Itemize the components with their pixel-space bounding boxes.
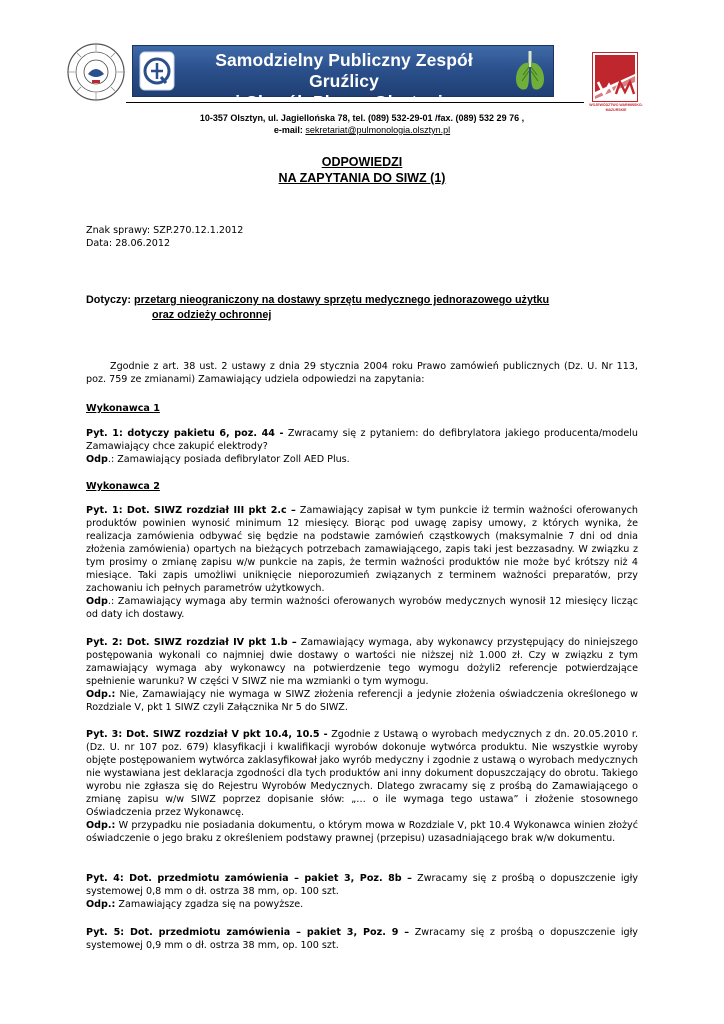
question-text: Zamawiający wymaga, aby wykonawcy przystępujący do niniejszego postępowania wykonali co najmniej dwie dostawy o wartości nie niższej niż 1.000 zł. Czy w związku z tym zamawiający wymaga aby wykonawcy na potwierdzenie tego wymogu dożyli2 referencje potwierdzające spełnienie warunku? W części V SIWZ nie ma wzmianki o tym wymogu. xyxy=(86,637,638,687)
institution-banner xyxy=(132,45,554,112)
address-line: 10-357 Olsztyn, ul. Jagiellońska 78, tel. (089) 532-29-01 /fax. (089) 532 29 76 , xyxy=(199,113,525,123)
qa-item xyxy=(86,427,638,466)
subject-line-1: przetarg nieograniczony na dostawy sprzętu medycznego jednorazowego użytku xyxy=(134,294,550,306)
email-label: e-mail: xyxy=(273,125,303,135)
document-title-line-2: NA ZAPYTANIA DO SIWZ (1) xyxy=(278,171,446,185)
question-label: Pyt. 4: Dot. przedmiotu zamówienia – pakiet 3, Poz. 8b – xyxy=(86,873,412,884)
subject-line-2: oraz odzieży ochronnej xyxy=(152,309,272,321)
qa-item xyxy=(86,872,638,911)
email-line xyxy=(100,124,624,136)
answer-label: Odp.: xyxy=(86,689,116,700)
question-text: Zwracamy się z prośbą o dopuszczenie igły systemowej 0,9 mm o dł. ostrza 38 mm, op. 100 szt. xyxy=(86,927,638,951)
answer-label: Odp xyxy=(86,596,108,607)
quality-certificate-seal-icon xyxy=(66,40,126,104)
question-text: Zwracamy się z prośbą o dopuszczenie igły systemowej 0,8 mm o dł. ostrza 38 mm, op. 100 szt. xyxy=(86,873,638,897)
answer-label: Odp.: xyxy=(86,820,116,831)
question-label: Pyt. 2: Dot. SIWZ rozdział IV pkt 1.b – xyxy=(86,637,297,648)
email-link[interactable]: sekretariat@pulmonologia.olsztyn.pl xyxy=(305,125,451,135)
case-number: Znak sprawy: SZP.270.12.1.2012 xyxy=(86,225,244,236)
document-title-line-1: ODPOWIEDZI xyxy=(321,155,403,169)
answer-text: W przypadku nie posiadania dokumentu, o którym mowa w Rozdziale V, pkt 10.4 Wykonawca winien złożyć oświadczenie o jego braku z określeniem podstawy prawnej (przepisu) uzasadniającego brak w/w dokumentu. xyxy=(86,820,638,844)
address-block xyxy=(100,112,624,136)
wm-logo-caption: WOJEWÓDZTWO WARMIŃSKO-MAZURSKIE xyxy=(589,103,643,112)
banner-title xyxy=(179,50,509,113)
answer-text: Zamawiający zgadza się na powyższe. xyxy=(115,899,304,910)
question-label: Pyt. 1: Dot. SIWZ rozdział III pkt 2.c – xyxy=(86,505,296,516)
subject-label: Dotyczy: xyxy=(86,294,131,306)
qa-item xyxy=(86,728,638,845)
banner-title-line-1: Samodzielny Publiczny Zespół Gruźlicy xyxy=(215,50,473,91)
answer-label: Odp.: xyxy=(86,899,116,910)
lungs-icon xyxy=(513,49,547,93)
answer-text: .: Zamawiający posiada defibrylator Zoll AED Plus. xyxy=(107,454,350,465)
qa-item xyxy=(86,926,638,952)
document-date: Data: 28.06.2012 xyxy=(86,238,171,249)
intro-paragraph: Zgodnie z art. 38 ust. 2 ustawy z dnia 29 stycznia 2004 roku Prawo zamówień publicznych (Dz. U. Nr 113, poz. 759 ze zmianami) Zamawiający udziela odpowiedzi na zapytania: xyxy=(86,361,638,385)
subject-block xyxy=(86,293,646,323)
banner-title-line-2: i Chorób Płuc w Olsztynie xyxy=(235,92,453,112)
section-heading-contractor-2: Wykonawca 2 xyxy=(86,481,160,492)
question-text: Zwracamy się z pytaniem: do defibrylatora jakiego producenta/modelu Zamawiający chce zakupić elektrody? xyxy=(86,428,638,452)
question-text: Zamawiający zapisał w tym punkcie iż termin ważności oferowanych produktów powinien wynosić minimum 12 miesięcy. Biorąc pod uwagę zapisy umowy, z których wynika, że realizacja zamówienia odbywać się będzie na podstawie zamówień cząstkowych (maksymalnie 7 dni od dnia złożenia zamówienia) opartych na bieżących potrzebach zamawiającego, zapis taki jest bezzasadny. W związku z tym prosimy o zmianę zapisu w/w punkcie na zapis, że termin ważności produktów nie może być krótszy niż 4 miesiące. Taki zapis umożliwi uniknięcie nieporozumień związanych z terminem ważności preparatów, przy zachowaniu ich pełnych parametrów użytkowych. xyxy=(86,505,638,594)
answer-label: Odp xyxy=(86,454,108,465)
answer-text: .: Zamawiający wymaga aby termin ważności oferowanych wyrobów medycznych wynosił 12 miesięcy licząc od daty ich dostawy. xyxy=(86,596,638,620)
section-heading-contractor-1: Wykonawca 1 xyxy=(86,403,160,414)
question-label: Pyt. 1: dotyczy pakietu 6, poz. 44 - xyxy=(86,428,284,439)
warmia-mazury-logo-icon xyxy=(592,52,638,102)
question-label: Pyt. 5: Dot. przedmiotu zamówienia – pakiet 3, Poz. 9 – xyxy=(86,927,410,938)
qa-item xyxy=(86,636,638,714)
case-info xyxy=(86,224,638,250)
answer-text: Nie, Zamawiający nie wymaga w SIWZ złożenia referencji a jedynie złożenia oświadczenia określonego w Rozdziale V, pkt 1 SIWZ czyli Załącznika Nr 5 do SIWZ. xyxy=(86,689,638,713)
qa-item xyxy=(86,504,638,621)
document-title xyxy=(100,154,624,186)
hospital-emblem-icon xyxy=(139,51,175,91)
question-label: Pyt. 3: Dot. SIWZ rozdział V pkt 10.4, 10.5 - xyxy=(86,729,328,740)
question-text: Zgodnie z Ustawą o wyrobach medycznych z dn. 20.05.2010 r. (Dz. U. nr 107 poz. 679) klasyfikacji i kwalifikacji wyrobów dokonuje wytwórca produktu. Nie wszystkie wyroby objęte postępowaniem wytwórca zaklasyfikował jako wyrób medyczny i zgodnie z ustawą o wyrobach medycznych nie wystawiana jest deklaracja zgodności dla tych produktów ani inny dokument dopuszczający do obrotu. Takiego wyrobu nie zgłasza się do Rejestru Wyrobów Medycznych. Dlatego zwracamy się z prośbą do Zamawiającego o zmianę zapisu w/w SIWZ poprzez dopisanie słów: „… o ile wymaga tego ustawa” i złożenie stosownego Oświadczenia przez Wykonawcę. xyxy=(86,729,638,818)
header-rule xyxy=(126,102,584,103)
